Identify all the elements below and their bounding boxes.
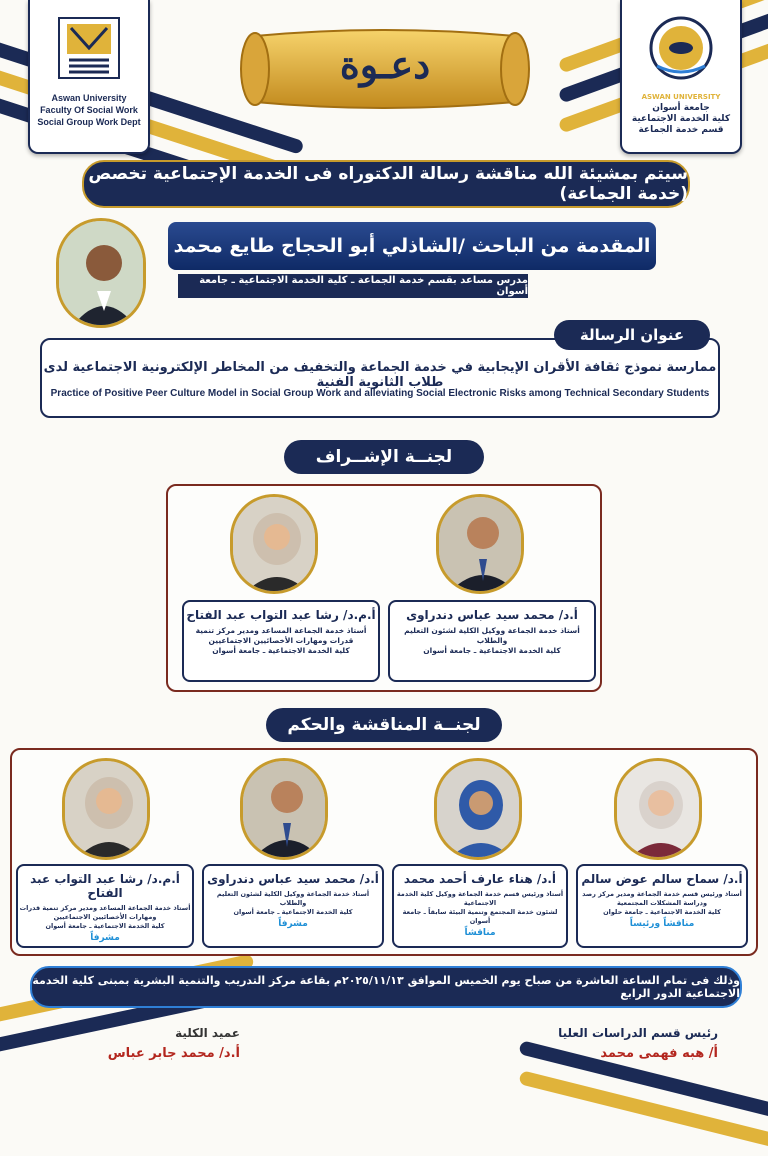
dean-title: عميد الكلية — [175, 1026, 240, 1040]
supervisor-2-card — [182, 600, 380, 682]
committee-2-role: مناقشاً — [464, 928, 496, 938]
invitation-scroll — [225, 22, 545, 116]
committee-tag: لجنــة المناقشة والحكم — [266, 708, 502, 742]
supervisor-1-photo — [436, 494, 524, 594]
committee-4-photo — [62, 758, 150, 860]
person-icon — [439, 497, 524, 594]
committee-4-role: مشرفاً — [90, 933, 120, 943]
thesis-tag: عنوان الرسالة — [554, 320, 710, 350]
researcher-photo — [56, 218, 146, 328]
supervisor-2-desc: أستاذ خدمة الجماعة المساعد ومدير مركز تنمية قدرات ومهارات الأخصائيين الاجتماعيين كلية الخدمة الاجتماعية ـ جامعة أسوان — [195, 626, 367, 655]
logo-line-3: Social Group Work Dept — [37, 117, 141, 127]
committee-1-desc: أستاذ ورئيس قسم خدمة الجماعة ومدير مركز رصد ودراسة المشكلات المجتمعية كلية الخدمة الاجتماعية ـ جامعة حلوان — [582, 890, 742, 916]
committee-2-card — [392, 864, 568, 948]
thesis-box — [40, 338, 720, 418]
university-logo-card — [620, 0, 742, 154]
committee-1-role: مناقشاً ورئيساً — [629, 919, 695, 929]
person-icon — [59, 221, 146, 328]
head-title: رئيس قسم الدراسات العليا — [558, 1026, 718, 1040]
committee-3-photo — [240, 758, 328, 860]
logo-line-1: Aswan University — [51, 93, 127, 103]
supervisor-1-desc: أستاذ خدمة الجماعة ووكيل الكلية لشئون التعليم والطلاب كلية الخدمة الاجتماعية ـ جامعة أسوان — [404, 626, 580, 655]
announcement-bar: سيتم بمشيئة الله مناقشة رسالة الدكتوراه فى الخدمة الإجتماعية تخصص (خدمة الجماعة) — [82, 160, 690, 208]
committee-3-name: أ.د/ محمد سيد عباس دندراوى — [207, 872, 379, 886]
committee-3-role: مشرفاً — [278, 919, 308, 929]
dean-signature — [40, 1026, 240, 1061]
supervisor-2-name: أ.م.د/ رشا عبد التواب عبد الفتاح — [186, 608, 376, 622]
thesis-title-en: Practice of Positive Peer Culture Model in Social Group Work and alleviating Social Electronic Risks among Technical Secondary Students — [50, 388, 710, 399]
committee-3-card — [202, 864, 384, 948]
person-icon — [617, 761, 702, 860]
supervisor-2-photo — [230, 494, 318, 594]
dean-name: أ.د/ محمد جابر عباس — [107, 1046, 240, 1061]
logo-line-uni: جامعة أسوان — [652, 103, 710, 113]
committee-2-photo — [434, 758, 522, 860]
logo-line-2: Faculty Of Social Work — [40, 105, 138, 115]
logo-line-faculty: كلية الخدمة الاجتماعية — [631, 114, 731, 124]
committee-1-photo — [614, 758, 702, 860]
invitation-title: دعـوة — [339, 42, 431, 87]
logo-line-dept: قسم خدمة الجماعة — [638, 125, 724, 135]
logo-line-en: ASWAN UNIVERSITY — [641, 93, 721, 101]
committee-4-name: أ.م.د/ رشا عبد التواب عبد الفتاح — [30, 872, 180, 900]
committee-4-desc: أستاذ خدمة الجماعة المساعد ومدير مركز تنمية قدرات ومهارات الأخصائيين الاجتماعيين كلية الخدمة الاجتماعية ـ جامعة أسوان — [19, 904, 191, 930]
committee-2-name: أ.د/ هناء عارف أحمد محمد — [403, 872, 557, 886]
faculty-logo-icon — [49, 8, 129, 88]
committee-3-desc: أستاذ خدمة الجماعة ووكيل الكلية لشئون التعليم والطلاب كلية الخدمة الاجتماعية ـ جامعة أسوان — [216, 890, 370, 916]
committee-1-card — [576, 864, 748, 948]
committee-2-desc: أستاذ ورئيس قسم خدمة الجماعة ووكيل كلية الخدمة الاجتماعية لشئون خدمة المجتمع وتنمية البيئة سابقاً ـ جامعة أسوان — [396, 890, 564, 925]
schedule-bar: وذلك فى تمام الساعة العاشرة من صباح يوم الخميس الموافق ٢٠٢٥/١١/١٣م بقاعة مركز التدريب والتنمية البشرية بمبنى كلية الخدمة الاجتماعية الدور الرابع — [30, 966, 742, 1008]
committee-1-name: أ.د/ سماح سالم عوض سالم — [581, 872, 743, 886]
researcher-position: مدرس مساعد بقسم خدمة الجماعة ـ كلية الخدمة الاجتماعية ـ جامعة أسوان — [178, 274, 528, 298]
head-signature — [488, 1026, 718, 1061]
university-logo-icon — [641, 8, 721, 88]
head-name: أ/ هبه فهمى محمد — [600, 1046, 718, 1061]
supervisor-1-name: أ.د/ محمد سيد عباس دندراوى — [406, 608, 578, 622]
thesis-title-ar: ممارسة نموذج ثقافة الأقران الإيجابية في خدمة الجماعة والتخفيف من المخاطر الإلكترونية الاجتماعية لدى طلاب الثانوية الفنية — [43, 360, 717, 390]
person-icon — [243, 761, 328, 860]
researcher-name: المقدمة من الباحث /الشاذلي أبو الحجاج طايع محمد — [168, 222, 656, 270]
committee-4-card — [16, 864, 194, 948]
supervision-tag: لجنــة الإشــراف — [284, 440, 484, 474]
person-icon — [233, 497, 318, 594]
person-icon — [65, 761, 150, 860]
faculty-logo-card — [28, 0, 150, 154]
person-icon — [437, 761, 522, 860]
supervisor-1-card — [388, 600, 596, 682]
